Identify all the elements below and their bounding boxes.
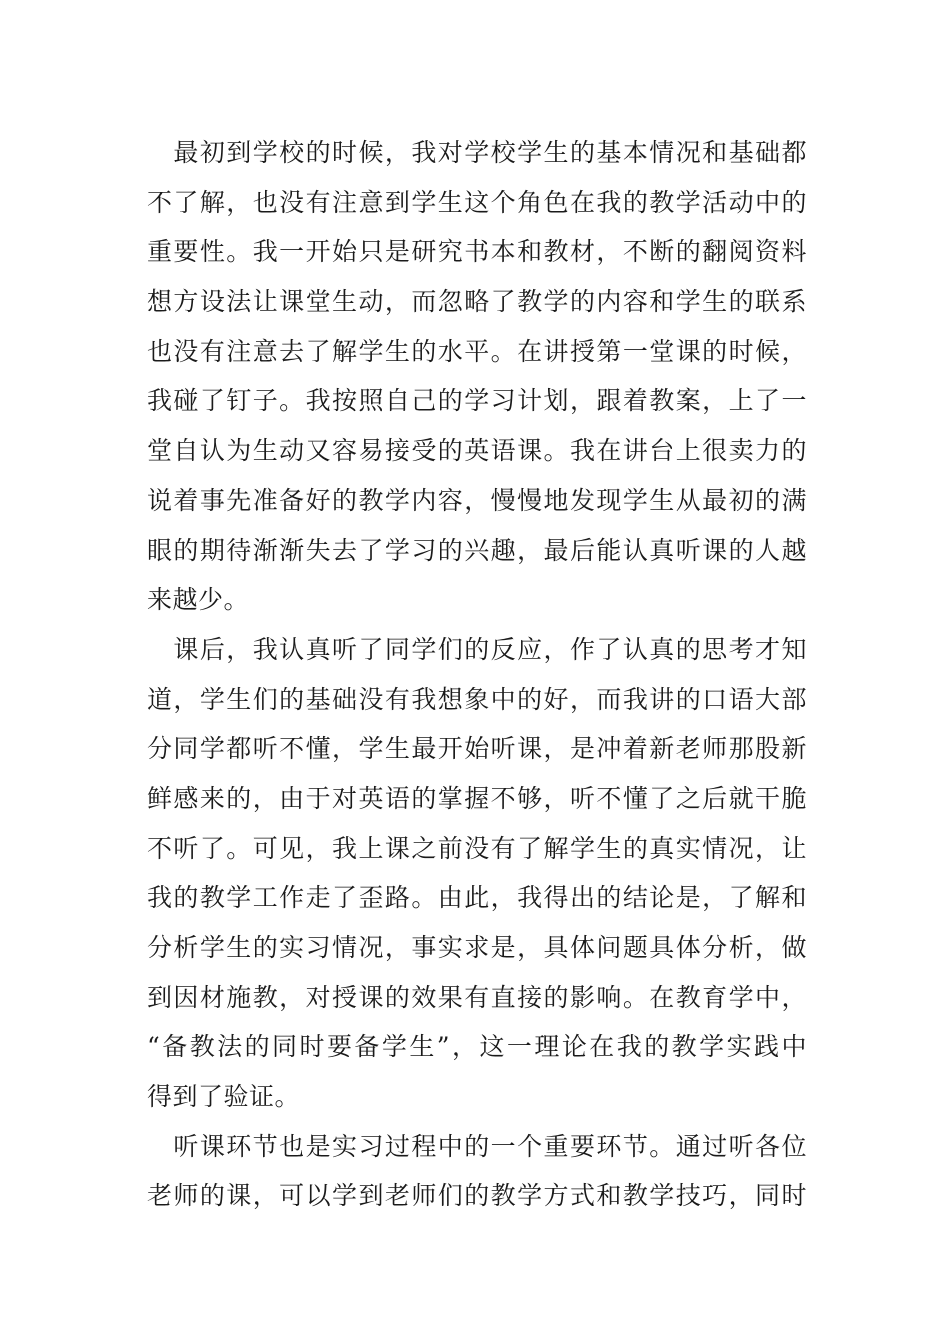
text-line: 我碰了钉子。我按照自己的学习计划，跟着教案，上了一: [147, 386, 807, 416]
text-line: 分同学都听不懂，学生最开始听课，是冲着新老师那股新: [147, 734, 807, 764]
text-line: 分析学生的实习情况，事实求是，具体问题具体分析，做: [147, 933, 807, 962]
text-line: 不了解，也没有注意到学生这个角色在我的教学活动中的: [147, 187, 807, 217]
text-line: 眼的期待渐渐失去了学习的兴趣，最后能认真听课的人越: [147, 535, 807, 565]
text-line: 道，学生们的基础没有我想象中的好，而我讲的口语大部: [147, 684, 807, 714]
text-line: 不听了。可见，我上课之前没有了解学生的真实情况，让: [147, 833, 807, 863]
text-line: 堂自认为生动又容易接受的英语课。我在讲台上很卖力的: [147, 436, 807, 466]
text-line: 我的教学工作走了歪路。由此，我得出的结论是，了解和: [147, 883, 807, 913]
text-line: 来越少。: [147, 585, 250, 615]
text-line: 重要性。我一开始只是研究书本和教材，不断的翻阅资料: [147, 237, 807, 267]
text-line: “备教法的同时要备学生”，这一理论在我的教学实践中: [147, 1032, 807, 1062]
text-line: 想方设法让课堂生动，而忽略了教学的内容和学生的联系: [147, 287, 807, 317]
text-line: 鲜感来的，由于对英语的掌握不够，听不懂了之后就干脆: [147, 783, 807, 813]
text-line: 课后，我认真听了同学们的反应，作了认真的思考才知: [147, 634, 807, 664]
text-line: 也没有注意去了解学生的水平。在讲授第一堂课的时候，: [147, 336, 807, 366]
text-line: 最初到学校的时候，我对学校学生的基本情况和基础都: [147, 138, 807, 167]
text-line: 得到了验证。: [147, 1082, 301, 1112]
text-line: 说着事先准备好的教学内容，慢慢地发现学生从最初的满: [147, 485, 807, 515]
text-line: 听课环节也是实习过程中的一个重要环节。通过听各位: [147, 1131, 807, 1161]
text-line: 老师的课，可以学到老师们的教学方式和教学技巧，同时: [147, 1181, 807, 1211]
body-text: [147, 128, 807, 1221]
text-line: 到因材施教，对授课的效果有直接的影响。在教育学中，: [147, 982, 807, 1012]
